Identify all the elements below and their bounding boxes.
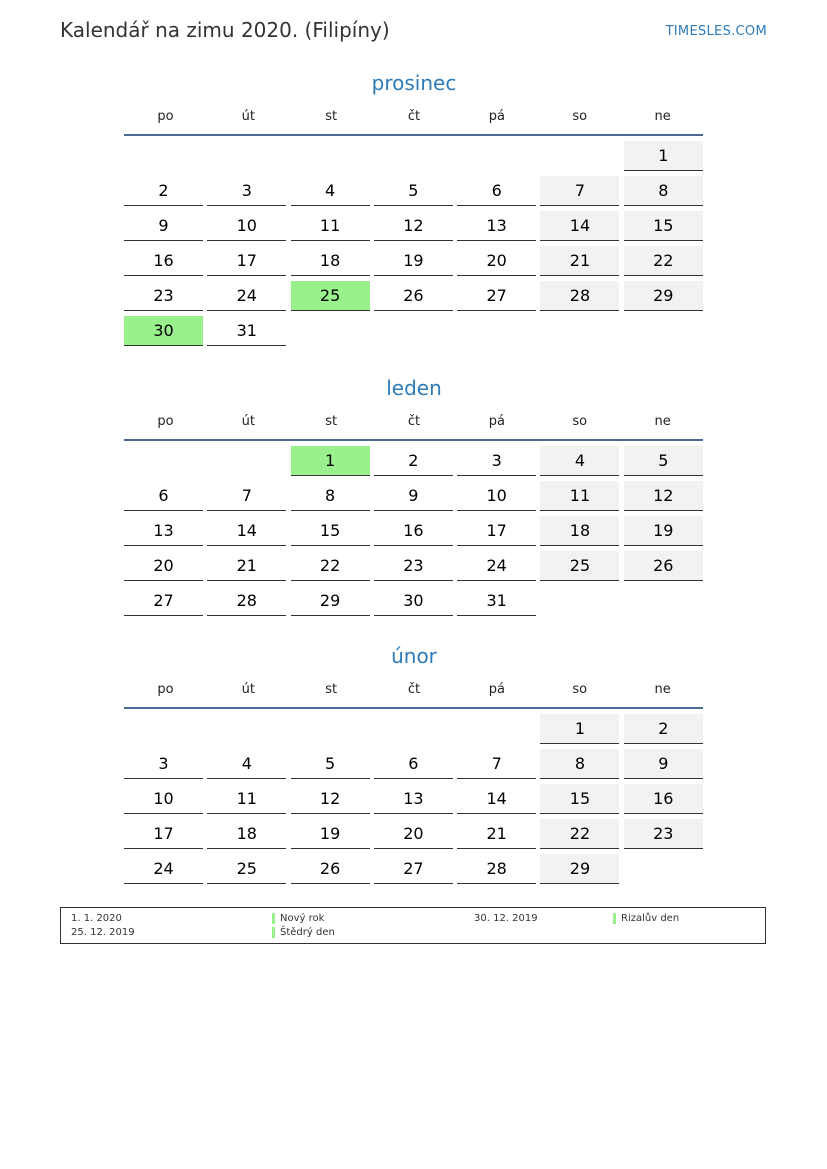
- weekday-label: ne: [654, 414, 671, 429]
- day-cell: 13: [124, 516, 203, 546]
- day-cell: 29: [624, 281, 703, 311]
- day-grid: [124, 446, 704, 616]
- day-cell-holiday: 25: [291, 281, 370, 311]
- weekday-label: so: [572, 109, 588, 124]
- day-cell: 15: [540, 784, 619, 814]
- day-cell: 14: [457, 784, 536, 814]
- day-cell: 7: [457, 749, 536, 779]
- weekday-label: ne: [654, 682, 671, 697]
- brand-link[interactable]: TIMESLES.COM: [665, 24, 767, 39]
- weekday-label: po: [157, 414, 174, 429]
- weekday-label: ne: [654, 109, 671, 124]
- day-cell: 9: [624, 749, 703, 779]
- day-cell: 22: [624, 246, 703, 276]
- legend-date: 1. 1. 2020: [71, 913, 122, 924]
- day-cell: 13: [374, 784, 453, 814]
- day-cell: 29: [540, 854, 619, 884]
- day-cell: 5: [374, 176, 453, 206]
- day-cell-holiday: 1: [291, 446, 370, 476]
- weekday-label: čt: [407, 109, 421, 124]
- day-cell: 7: [207, 481, 286, 511]
- weekday-header: [124, 106, 704, 128]
- day-cell: 4: [291, 176, 370, 206]
- day-cell: 15: [291, 516, 370, 546]
- day-cell: 18: [540, 516, 619, 546]
- empty-cell: [540, 141, 619, 171]
- empty-cell: [207, 446, 286, 476]
- empty-cell: [457, 141, 536, 171]
- weekday-header: [124, 679, 704, 701]
- day-cell: 18: [207, 819, 286, 849]
- day-cell-holiday: 30: [124, 316, 203, 346]
- legend-holiday-name: Nový rok: [280, 913, 325, 924]
- day-cell: 5: [291, 749, 370, 779]
- day-cell: 20: [374, 819, 453, 849]
- day-cell: 21: [540, 246, 619, 276]
- day-cell: 4: [207, 749, 286, 779]
- holiday-marker: [272, 927, 275, 938]
- day-cell: 26: [291, 854, 370, 884]
- weekday-label: út: [241, 414, 255, 429]
- day-cell: 11: [540, 481, 619, 511]
- day-cell: 3: [207, 176, 286, 206]
- day-cell: 28: [540, 281, 619, 311]
- weekday-label: út: [241, 682, 255, 697]
- empty-cell: [374, 141, 453, 171]
- day-cell: 27: [457, 281, 536, 311]
- holiday-legend: [60, 907, 766, 944]
- day-cell: 1: [540, 714, 619, 744]
- month-february: [124, 641, 704, 884]
- day-cell: 4: [540, 446, 619, 476]
- day-cell: 17: [207, 246, 286, 276]
- day-grid: [124, 714, 704, 884]
- weekday-label: čt: [407, 682, 421, 697]
- day-cell: 19: [374, 246, 453, 276]
- day-cell: 13: [457, 211, 536, 241]
- legend-holiday: [272, 912, 324, 925]
- weekday-label: po: [157, 682, 174, 697]
- day-cell: 6: [124, 481, 203, 511]
- day-cell: 17: [124, 819, 203, 849]
- day-cell: 22: [291, 551, 370, 581]
- day-cell: 27: [124, 586, 203, 616]
- legend-date: 25. 12. 2019: [71, 927, 135, 938]
- empty-cell: [457, 714, 536, 744]
- holiday-marker: [272, 913, 275, 924]
- day-cell: 28: [457, 854, 536, 884]
- day-cell: 10: [124, 784, 203, 814]
- day-cell: 19: [291, 819, 370, 849]
- legend-holiday-name: Rizalův den: [621, 913, 680, 924]
- day-cell: 29: [291, 586, 370, 616]
- day-cell: 9: [374, 481, 453, 511]
- day-cell: 23: [624, 819, 703, 849]
- month-title: prosinec: [371, 71, 457, 95]
- day-cell: 10: [207, 211, 286, 241]
- day-cell: 26: [374, 281, 453, 311]
- day-grid: [124, 141, 704, 346]
- weekday-label: st: [325, 682, 338, 697]
- day-cell: 6: [374, 749, 453, 779]
- day-cell: 22: [540, 819, 619, 849]
- day-cell: 31: [457, 586, 536, 616]
- day-cell: 2: [124, 176, 203, 206]
- day-cell: 8: [540, 749, 619, 779]
- empty-cell: [374, 714, 453, 744]
- day-cell: 11: [291, 211, 370, 241]
- day-cell: 20: [457, 246, 536, 276]
- weekday-label: st: [325, 109, 338, 124]
- day-cell: 12: [374, 211, 453, 241]
- empty-cell: [124, 714, 203, 744]
- empty-cell: [124, 141, 203, 171]
- day-cell: 24: [457, 551, 536, 581]
- month-title: leden: [386, 376, 442, 400]
- day-cell: 18: [291, 246, 370, 276]
- day-cell: 24: [124, 854, 203, 884]
- day-cell: 21: [207, 551, 286, 581]
- day-cell: 2: [624, 714, 703, 744]
- day-cell: 9: [124, 211, 203, 241]
- empty-cell: [207, 714, 286, 744]
- day-cell: 20: [124, 551, 203, 581]
- day-cell: 6: [457, 176, 536, 206]
- day-cell: 24: [207, 281, 286, 311]
- day-cell: 16: [624, 784, 703, 814]
- empty-cell: [124, 446, 203, 476]
- day-cell: 16: [124, 246, 203, 276]
- day-cell: 14: [207, 516, 286, 546]
- day-cell: 31: [207, 316, 286, 346]
- weekday-label: po: [157, 109, 174, 124]
- empty-cell: [207, 141, 286, 171]
- day-cell: 23: [374, 551, 453, 581]
- day-cell: 14: [540, 211, 619, 241]
- month-title: únor: [391, 644, 437, 668]
- legend-holiday: [272, 926, 335, 939]
- legend-holiday-name: Štědrý den: [280, 927, 335, 938]
- day-cell: 15: [624, 211, 703, 241]
- day-cell: 19: [624, 516, 703, 546]
- day-cell: 3: [124, 749, 203, 779]
- weekday-label: pá: [488, 109, 505, 124]
- day-cell: 10: [457, 481, 536, 511]
- page-title: Kalendář na zimu 2020. (Filipíny): [60, 18, 390, 42]
- legend-holiday: [613, 912, 679, 925]
- month-december: [124, 68, 704, 346]
- day-cell: 12: [624, 481, 703, 511]
- empty-cell: [291, 714, 370, 744]
- header-divider: [124, 707, 703, 709]
- empty-cell: [291, 141, 370, 171]
- weekday-label: st: [325, 414, 338, 429]
- header-divider: [124, 439, 703, 441]
- day-cell: 27: [374, 854, 453, 884]
- month-january: [124, 373, 704, 616]
- weekday-label: út: [241, 109, 255, 124]
- weekday-header: [124, 411, 704, 433]
- weekday-label: pá: [488, 682, 505, 697]
- weekday-label: so: [572, 682, 588, 697]
- header-divider: [124, 134, 703, 136]
- weekday-label: so: [572, 414, 588, 429]
- day-cell: 2: [374, 446, 453, 476]
- day-cell: 21: [457, 819, 536, 849]
- day-cell: 8: [624, 176, 703, 206]
- weekday-label: pá: [488, 414, 505, 429]
- day-cell: 12: [291, 784, 370, 814]
- day-cell: 11: [207, 784, 286, 814]
- day-cell: 25: [207, 854, 286, 884]
- day-cell: 23: [124, 281, 203, 311]
- holiday-marker: [613, 913, 616, 924]
- day-cell: 26: [624, 551, 703, 581]
- day-cell: 16: [374, 516, 453, 546]
- day-cell: 8: [291, 481, 370, 511]
- day-cell: 30: [374, 586, 453, 616]
- weekday-label: čt: [407, 414, 421, 429]
- day-cell: 7: [540, 176, 619, 206]
- day-cell: 28: [207, 586, 286, 616]
- day-cell: 17: [457, 516, 536, 546]
- day-cell: 5: [624, 446, 703, 476]
- day-cell: 3: [457, 446, 536, 476]
- day-cell: 1: [624, 141, 703, 171]
- day-cell: 25: [540, 551, 619, 581]
- legend-date: 30. 12. 2019: [474, 913, 538, 924]
